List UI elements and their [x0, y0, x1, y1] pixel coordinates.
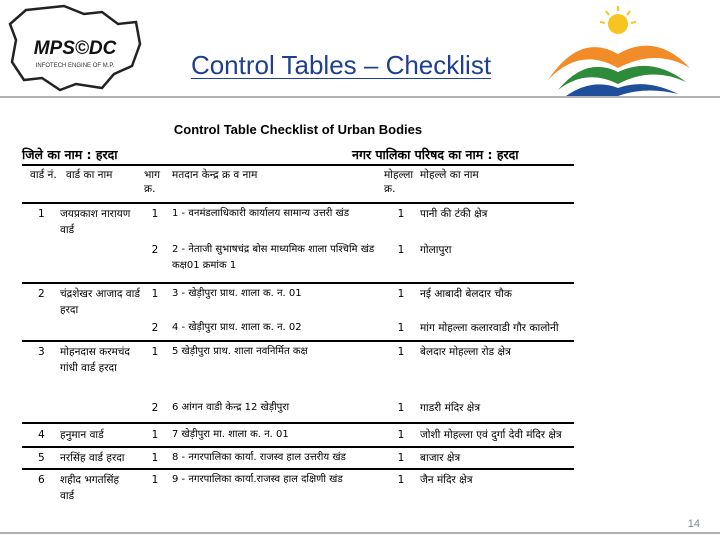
mohalla-name: जोशी मोहल्ला एवं दुर्गा देवी मंदिर क्षेत्र [420, 429, 562, 441]
page-number: 14 [687, 518, 700, 530]
ward-name: नरसिंह वार्ड हरदा [60, 452, 125, 464]
ward-no: 2 [38, 288, 45, 300]
mpsedc-logo [6, 4, 144, 92]
mohalla-name: मांग मोहल्ला कलारवाडी गौर कालोनी [420, 322, 559, 334]
ward-no: 1 [38, 208, 45, 220]
sun-icon [600, 6, 636, 34]
mohalla-no: 1 [397, 288, 405, 300]
part-no: 1 [151, 429, 159, 441]
document-title: Control Table Checklist of Urban Bodies [173, 122, 423, 137]
part-no: 1 [151, 346, 159, 358]
checklist-document [22, 122, 574, 516]
mohalla-no: 1 [397, 429, 405, 441]
mohalla-no: 1 [397, 244, 405, 256]
district-label: जिले का नाम : हरदा [22, 147, 118, 162]
polling-centre: 9 - नगरपालिका कार्या.राजस्व हाल दक्षिणी खंड [172, 474, 343, 485]
ward-name: चंद्रशेखर आजाद वार्ड हरदा [60, 288, 140, 316]
part-no: 1 [151, 474, 159, 486]
table-top-rule [22, 164, 574, 166]
mohalla-name: गाडरी मंदिर क्षेत्र [420, 402, 481, 414]
polling-centre: 7 खेड़ीपुरा मा. शाला क. न. 01 [172, 429, 289, 440]
open-book-icon [548, 46, 690, 96]
polling-centre: 2 - नेताजी सुभाषचंद्र बोस माध्यमिक शाला पश्चिमि खंड कक्ष01 क्रमांक 1 [172, 244, 375, 271]
mohalla-no: 1 [397, 452, 405, 464]
mohalla-no: 1 [397, 346, 405, 358]
mohalla-name: पानी की टंकी क्षेत्र [420, 208, 488, 220]
mpsedc-logo-subtext: INFOTECH ENGINE OF M.P. [35, 63, 115, 69]
mohalla-no: 1 [397, 322, 405, 334]
mohalla-name: जैन मंदिर क्षेत्र [420, 474, 473, 486]
ward-no: 6 [38, 474, 45, 486]
table-row [22, 342, 574, 424]
mohalla-no: 1 [397, 474, 405, 486]
ward-no: 3 [38, 346, 45, 358]
col-centre: मतदान केन्द्र क्र व नाम [172, 169, 258, 181]
table-row [22, 470, 574, 510]
col-ward-name: वार्ड का नाम [66, 169, 113, 181]
ward-name: जयप्रकाश नारायण वार्ड [60, 208, 131, 236]
part-no: 1 [151, 208, 159, 220]
col-part: भाग क्र. [144, 169, 161, 195]
mohalla-name: गोलापुरा [420, 244, 452, 256]
urban-body-label: नगर पालिका परिषद का नाम : हरदा [352, 147, 519, 162]
col-mohalla-no: मोहल्ला क्र. [384, 169, 414, 195]
polling-centre: 1 - वनमंडलाधिकारी कार्यालय सामान्य उत्तरी खंड [172, 208, 350, 219]
polling-centre: 5 खेड़ीपुरा प्राथ. शाला नवनिर्मित कक्ष [172, 346, 308, 357]
table-row [22, 284, 574, 342]
ward-no: 5 [38, 452, 45, 464]
mohalla-no: 1 [397, 208, 405, 220]
mohalla-name: नई आबादी बेलदार चौक [420, 288, 512, 300]
ward-no: 4 [38, 429, 45, 441]
header-divider [0, 96, 720, 98]
col-ward-no: वार्ड नं. [30, 169, 57, 181]
education-logo [540, 2, 718, 96]
table-row [22, 204, 574, 284]
footer-divider [0, 532, 720, 534]
part-no: 2 [151, 322, 159, 334]
part-no: 1 [151, 452, 159, 464]
ward-name: मोहनदास करमचंद गांधी वार्ड हरदा [60, 346, 131, 374]
polling-centre: 4 - खेड़ीपुरा प्राथ. शाला क. न. 02 [172, 322, 302, 333]
part-no: 2 [151, 402, 159, 414]
polling-centre: 6 आंगन वाडी केन्द्र 12 खेड़ीपुरा [172, 402, 290, 413]
table-row [22, 424, 574, 448]
part-no: 2 [151, 244, 159, 256]
polling-centre: 3 - खेड़ीपुरा प्राथ. शाला क. न. 01 [172, 288, 302, 299]
mohalla-name: बेलदार मोहल्ला रोड क्षेत्र [420, 346, 511, 358]
slide-header [0, 0, 720, 100]
mpsedc-logo-text: MPS©DC [33, 38, 117, 59]
part-no: 1 [151, 288, 159, 300]
polling-centre: 8 - नगरपालिका कार्या. राजस्व हाल उत्तरीय खंड [172, 452, 346, 463]
ward-name: शहीद भगतसिंह वार्ड [60, 474, 120, 502]
ward-name: हनुमान वार्ड [60, 429, 104, 441]
table-row [22, 448, 574, 470]
mohalla-name: बाजार क्षेत्र [420, 452, 461, 464]
slide-title: Control Tables – Checklist [190, 50, 492, 80]
col-mohalla-name: मोहल्ले का नाम [420, 169, 479, 181]
mohalla-no: 1 [397, 402, 405, 414]
